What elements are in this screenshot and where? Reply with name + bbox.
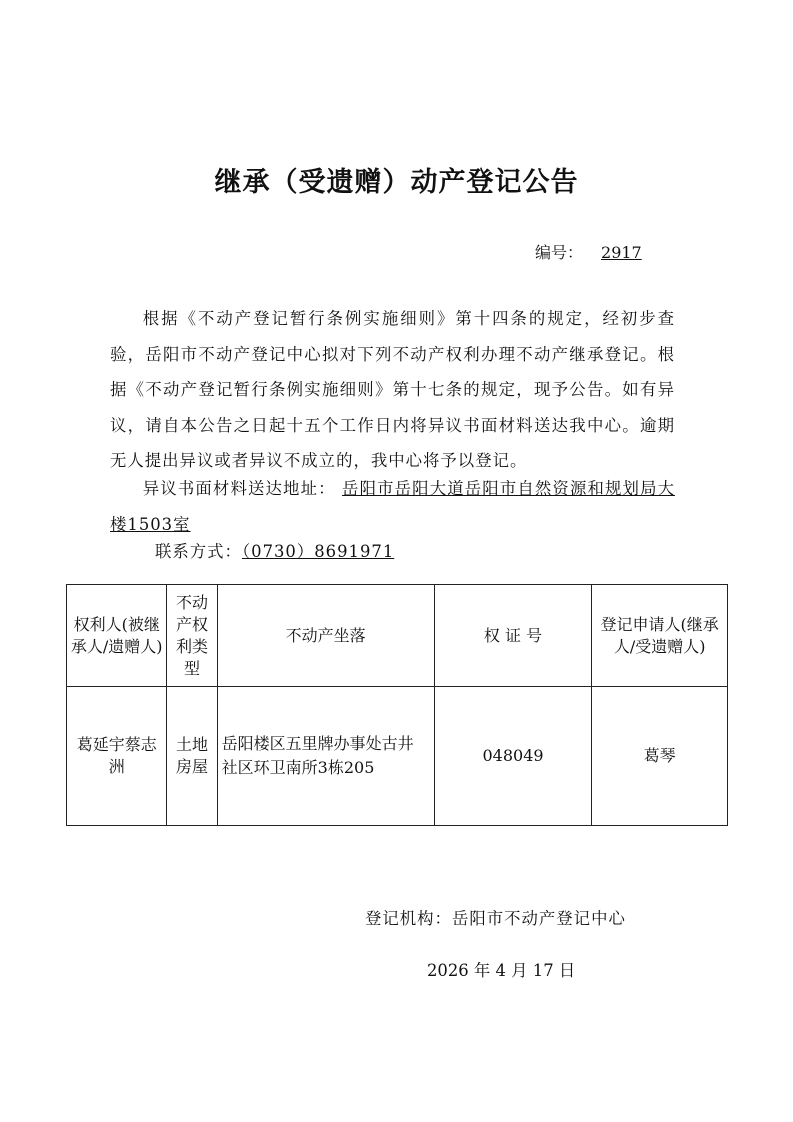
objection-address: [110, 471, 675, 542]
notice-date: 2026 年 4 月 17 日: [427, 961, 576, 980]
contact-label: 联系方式：: [155, 542, 242, 561]
cell-applicant: 葛琴: [592, 687, 728, 826]
page-title: 继承（受遗赠）动产登记公告: [214, 167, 579, 198]
cell-cert: 048049: [434, 687, 592, 826]
objection-address-label: 异议书面材料送达地址：: [142, 479, 336, 498]
cell-type: 土地房屋: [167, 687, 217, 826]
header-applicant: 登记申请人(继承人/受遗赠人): [592, 585, 728, 687]
table-row: [67, 687, 728, 826]
notice-body: 根据《不动产登记暂行条例实施细则》第十四条的规定，经初步查验，岳阳市不动产登记中心拟对下列不动产权利办理不动产继承登记。根据《不动产登记暂行条例实施细则》第十七条的规定，现予公告。如有异议，请自本公告之日起十五个工作日内将异议书面材料送达我中心。逾期无人提出异议或者异议不成立的，我中心将予以登记。: [110, 309, 675, 470]
header-cert: 权 证 号: [434, 585, 592, 687]
header-type: 不动产权利类型: [167, 585, 217, 687]
cell-location: 岳阳楼区五里牌办事处古井社区环卫南所3栋205: [217, 687, 434, 826]
registration-org: 登记机构：岳阳市不动产登记中心: [365, 909, 626, 928]
table-header-row: [67, 585, 728, 687]
property-table: [66, 584, 728, 826]
objection-address-value: 岳阳市岳阳大道岳阳市自然资源和规划局大楼1503室: [110, 479, 676, 534]
contact-info: [155, 538, 416, 562]
cell-holder: 葛延宇蔡志洲: [67, 687, 167, 826]
header-holder: 权利人(被继承人/遗赠人): [67, 585, 167, 687]
notice-number: [535, 240, 642, 263]
notice-number-value: 2917: [601, 243, 642, 262]
contact-value: （0730）8691971: [241, 542, 395, 561]
notice-number-label: 编号：: [535, 243, 584, 262]
header-location: 不动产坐落: [217, 585, 434, 687]
